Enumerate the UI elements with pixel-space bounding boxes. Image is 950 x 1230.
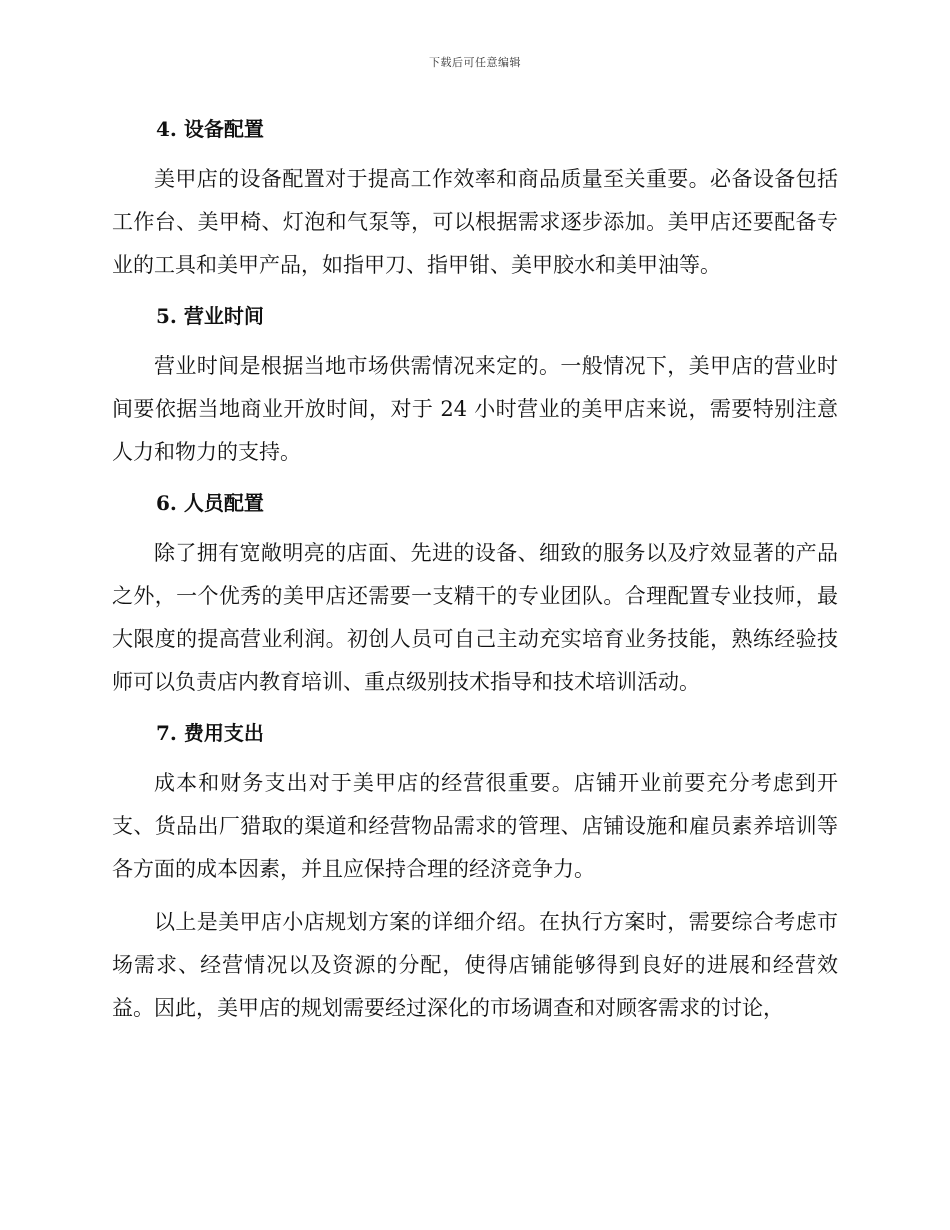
document-body xyxy=(112,110,838,1040)
paragraph: 除了拥有宽敞明亮的店面、先进的设备、细致的服务以及疗效显著的产品之外，一个优秀的美甲店还需要一支精干的专业团队。合理配置专业技师，最大限度的提高营业利润。初创人员可自己主动充实培育业务技能，熟练经验技师可以负责店内教育培训、重点级别技术指导和技术培训活动。 xyxy=(112,541,838,694)
section-heading: 6. 人员配置 xyxy=(156,491,264,515)
page-header: 下载后可任意编辑 xyxy=(429,56,521,69)
section-business-hours xyxy=(112,297,838,474)
paragraph: 营业时间是根据当地市场供需情况来定的。一般情况下，美甲店的营业时间要依据当地商业开放时间，对于 24 小时营业的美甲店来说，需要特别注意人力和物力的支持。 xyxy=(112,354,838,464)
paragraph: 美甲店的设备配置对于提高工作效率和商品质量至关重要。必备设备包括工作台、美甲椅、灯泡和气泵等，可以根据需求逐步添加。美甲店还要配备专业的工具和美甲产品，如指甲刀、指甲钳、美甲胶水和美甲油等。 xyxy=(112,167,838,277)
section-expenses xyxy=(112,714,838,1030)
paragraph: 成本和财务支出对于美甲店的经营很重要。店铺开业前要充分考虑到开支、货品出厂猎取的渠道和经营物品需求的管理、店铺设施和雇员素养培训等各方面的成本因素，并且应保持合理的经济竞争力。 xyxy=(112,771,838,881)
paragraph: 以上是美甲店小店规划方案的详细介绍。在执行方案时，需要综合考虑市场需求、经营情况以及资源的分配，使得店铺能够得到良好的进展和经营效益。因此，美甲店的规划需要经过深化的市场调查和对顾客需求的讨论， xyxy=(112,910,838,1020)
section-heading: 7. 费用支出 xyxy=(156,721,264,745)
section-heading: 4. 设备配置 xyxy=(156,117,264,141)
section-heading: 5. 营业时间 xyxy=(156,304,264,328)
section-equipment xyxy=(112,110,838,287)
section-staffing xyxy=(112,484,838,704)
